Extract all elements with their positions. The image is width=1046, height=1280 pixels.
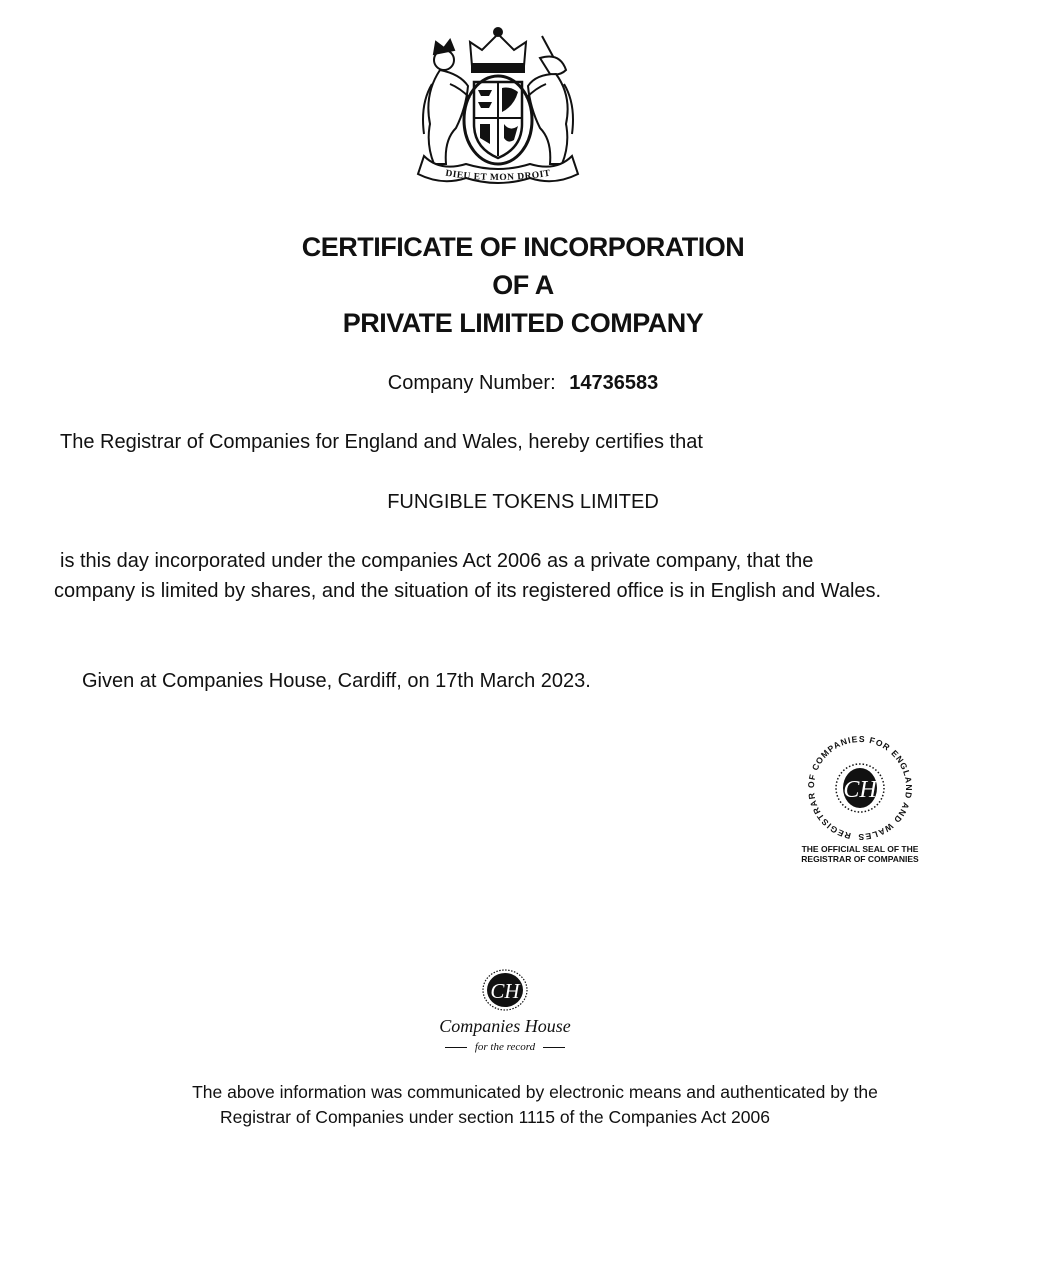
logo-tagline-row: [420, 1041, 590, 1053]
incorporation-line-2: company is limited by shares, and the situation of its registered office is in English and Wales.: [54, 580, 882, 602]
shield-icon: [474, 82, 522, 158]
logo-name: Companies House: [439, 1016, 571, 1036]
seal-monogram: CH: [843, 777, 877, 803]
company-number-value: 14736583: [569, 372, 659, 394]
lion-icon: [423, 40, 470, 164]
unicorn-icon: [526, 36, 573, 164]
logo-tagline: for the record: [474, 1041, 536, 1053]
logo-monogram: CH: [490, 979, 520, 1003]
given-at-text: Given at Companies House, Cardiff, on 17th March 2023.: [82, 670, 591, 692]
footer-line-2: Registrar of Companies under section 1115 of the Companies Act 2006: [220, 1107, 770, 1127]
title-line-2: OF A: [492, 270, 554, 300]
certifies-text: The Registrar of Companies for England and Wales, hereby certifies that: [60, 431, 703, 453]
seal-caption-line-1: THE OFFICIAL SEAL OF THE: [801, 844, 919, 854]
companies-house-logo: [420, 968, 590, 1060]
motto-text: DIEU ET MON DROIT: [444, 168, 552, 184]
company-name: FUNGIBLE TOKENS LIMITED: [387, 491, 659, 513]
title-line-1: CERTIFICATE OF INCORPORATION: [301, 232, 745, 262]
coat-of-arms: [410, 24, 586, 184]
company-number-label: Company Number:: [387, 372, 556, 394]
crown-icon: [470, 28, 526, 72]
title-line-3: PRIVATE LIMITED COMPANY: [342, 308, 704, 338]
footer-line-1: The above information was communicated by electronic means and authenticated by the: [192, 1082, 878, 1102]
royal-coat-of-arms-icon: [410, 24, 586, 184]
official-seal: [790, 734, 930, 872]
company-number-row: [0, 368, 1046, 398]
seal-caption-line-2: REGISTRAR OF COMPANIES: [801, 854, 919, 864]
seal-icon: [790, 734, 930, 842]
incorporation-line-1: is this day incorporated under the companies Act 2006 as a private company, that the: [60, 550, 814, 572]
companies-house-monogram-icon: [475, 968, 535, 1012]
tagline-rule-left: [445, 1047, 467, 1048]
seal-ring-text: REGISTRAR OF COMPANIES FOR ENGLAND AND WALES: [805, 734, 915, 842]
tagline-rule-right: [543, 1047, 565, 1048]
